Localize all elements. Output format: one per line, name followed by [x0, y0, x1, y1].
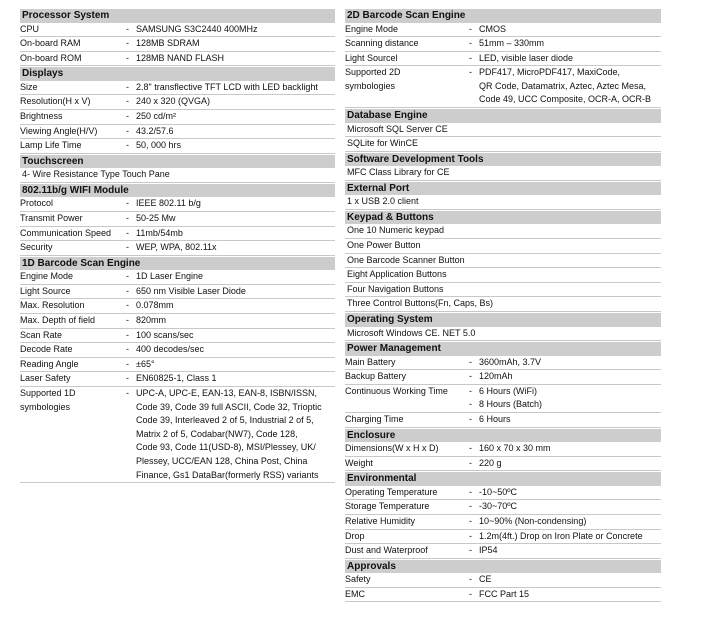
spec-row: Communication Speed - 11mb/54mb: [20, 227, 335, 242]
spec-value: 6 Hours: [479, 413, 511, 424]
spec-value: 10~90% (Non-condensing): [479, 515, 587, 526]
spec-value: 11mb/54mb: [136, 227, 183, 238]
spec-value: 400 decodes/sec: [136, 344, 205, 355]
spec-label: CPU: [20, 23, 40, 34]
spec-row: Weight - 220 g: [345, 457, 661, 472]
touchscreen-text: 4- Wire Resistance Type Touch Pane: [20, 168, 335, 183]
value-line: - 6 Hours (WiFi): [469, 385, 537, 396]
spec-label: Light Source: [20, 285, 71, 296]
spec-value: 128MB NAND FLASH: [136, 52, 225, 63]
spec-label: Engine Mode: [345, 23, 399, 34]
approvals-header: Approvals: [345, 560, 661, 574]
spec-row: Max. Resolution - 0.078mm: [20, 299, 335, 314]
spec-line: Microsoft SQL Server CE: [345, 123, 661, 138]
spec-line: One Barcode Scanner Button: [345, 254, 661, 269]
spec-row: On-board RAM - 128MB SDRAM: [20, 37, 335, 52]
spec-label: EMC: [345, 588, 365, 599]
spec-value: 3600mAh, 3.7V: [479, 356, 542, 367]
spec-label: Dust and Waterproof: [345, 545, 428, 556]
spec-row: Transmit Power - 50-25 Mw: [20, 212, 335, 227]
spec-value: 160 x 70 x 30 mm: [479, 443, 551, 454]
spec-row: Light Sourcel - LED, visible laser diode: [345, 52, 661, 67]
spec-label: On-board ROM: [20, 52, 82, 63]
value-line: Finance, Gs1 DataBar(formerly RSS) variants: [136, 469, 319, 480]
spec-label: Viewing Angle(H/V): [20, 125, 98, 136]
value-line: QR Code, Datamatrix, Aztec, Aztec Mesa,: [479, 80, 647, 91]
spec-label: Laser Safety: [20, 373, 71, 384]
spec-row: Relative Humidity - 10~90% (Non-condensing): [345, 515, 661, 530]
enclosure-header: Enclosure: [345, 429, 661, 443]
displays-header: Displays: [20, 67, 335, 81]
spec-row: EMC - FCC Part 15: [345, 588, 661, 603]
spec-label: Main Battery: [345, 356, 396, 367]
operating-system-header: Operating System: [345, 313, 661, 327]
spec-label: Size: [20, 81, 38, 92]
spec-row: Max. Depth of field - 820mm: [20, 314, 335, 329]
label-line: symbologies: [20, 401, 71, 412]
spec-row: Safety - CE: [345, 573, 661, 588]
spec-label: [20, 387, 126, 414]
spec-value: LED, visible laser diode: [479, 52, 574, 63]
spec-value: 50, 000 hrs: [136, 140, 182, 151]
spec-row-working-time: [345, 385, 661, 413]
spec-label: Reading Angle: [20, 358, 79, 369]
spec-label: Scanning distance: [345, 38, 419, 49]
external-port-header: External Port: [345, 182, 661, 196]
spec-row: Protocol - IEEE 802.11 b/g: [20, 197, 335, 212]
spec-value: 51mm – 330mm: [479, 38, 545, 49]
spec-value: 43.2/57.6: [136, 125, 174, 136]
spec-value: [479, 66, 661, 107]
spec-row: Brightness - 250 cd/m²: [20, 110, 335, 125]
spec-row: Storage Temperature - -30~70ºC: [345, 500, 661, 515]
environmental-header: Environmental: [345, 472, 661, 486]
spec-value: 1.2m(4ft.) Drop on Iron Plate or Concrete: [479, 530, 643, 541]
spec-row: Resolution(H x V) - 240 x 320 (QVGA): [20, 95, 335, 110]
value-line: PDF417, MicroPDF417, MaxiCode,: [479, 67, 621, 78]
value-line: Code 39, Interleaved 2 of 5, Industrial 2 of 5,: [136, 415, 314, 426]
spec-value: 120mAh: [479, 371, 513, 382]
spec-row: Scan Rate - 100 scans/sec: [20, 329, 335, 344]
spec-row: Light Source - 650 nm Visible Laser Diode: [20, 285, 335, 300]
spec-value: -10~50ºC: [479, 486, 518, 497]
touchscreen-header: Touchscreen: [20, 155, 335, 169]
spec-label: Charging Time: [345, 413, 404, 424]
spec-row: Main Battery - 3600mAh, 3.7V: [345, 356, 661, 371]
spec-label: Light Sourcel: [345, 52, 398, 63]
label-line: symbologies: [345, 80, 396, 91]
spec-label: Continuous Working Time: [345, 385, 448, 396]
spec-label: [345, 66, 469, 93]
spec-value: 0.078mm: [136, 300, 174, 311]
spec-label: Protocol: [20, 198, 54, 209]
spec-value: 250 cd/m²: [136, 110, 177, 121]
value-line: Code 49, UCC Composite, OCR-A, OCR-B: [479, 94, 652, 105]
value-line: - 8 Hours (Batch): [469, 399, 543, 410]
spec-row: Dimensions(W x H x D) - 160 x 70 x 30 mm: [345, 442, 661, 457]
spec-label: Lamp Life Time: [20, 140, 82, 151]
spec-row: Operating Temperature - -10~50ºC: [345, 486, 661, 501]
database-engine-header: Database Engine: [345, 109, 661, 123]
spec-value: 650 nm Visible Laser Diode: [136, 285, 246, 296]
spec-row-symbologies-2d: Supported 2D symbologies - PDF417, MicroPDF417, MaxiCode, QR Code, Datamatrix, Aztec, Aztec Mesa, Code 49, UCC Composite, OCR-A, OCR-B: [345, 66, 661, 108]
spec-value: 128MB SDRAM: [136, 38, 200, 49]
spec-line: Four Navigation Buttons: [345, 283, 661, 298]
spec-label: Operating Temperature: [345, 486, 438, 497]
spec-line: Microsoft Windows CE. NET 5.0: [345, 327, 661, 342]
spec-row: Dust and Waterproof - IP54: [345, 544, 661, 559]
spec-row: Scanning distance - 51mm – 330mm: [345, 37, 661, 52]
spec-label: Max. Depth of field: [20, 315, 96, 325]
spec-row: Backup Battery - 120mAh: [345, 370, 661, 385]
label-line: Supported 1D: [20, 387, 76, 398]
spec-label: Max. Resolution: [20, 300, 85, 311]
spec-value: 820mm: [136, 315, 167, 325]
value-line: Matrix 2 of 5, Codabar(NW7), Code 128,: [136, 428, 298, 439]
scan-engine-1d-header: 1D Barcode Scan Engine: [20, 257, 335, 271]
spec-row: Reading Angle - ±65°: [20, 358, 335, 373]
spec-label: Backup Battery: [345, 371, 407, 382]
spec-line: MFC Class Library for CE: [345, 166, 661, 181]
spec-row: Decode Rate - 400 decodes/sec: [20, 343, 335, 358]
spec-value: IEEE 802.11 b/g: [136, 198, 201, 209]
spec-label: Brightness: [20, 110, 63, 121]
processor-system-header: Processor System: [20, 9, 335, 23]
spec-line: One Power Button: [345, 239, 661, 254]
spec-label: Security: [20, 242, 53, 253]
spec-label: Safety: [345, 574, 371, 585]
spec-label: Engine Mode: [20, 271, 74, 282]
spec-value: WEP, WPA, 802.11x: [136, 242, 217, 253]
spec-label: Drop: [345, 530, 365, 541]
spec-value: CMOS: [479, 23, 506, 34]
spec-line: Three Control Buttons(Fn, Caps, Bs): [345, 297, 661, 312]
spec-row: Viewing Angle(H/V) - 43.2/57.6: [20, 125, 335, 140]
spec-value: 1D Laser Engine: [136, 271, 204, 282]
dev-tools-header: Software Development Tools: [345, 153, 661, 167]
right-spec-column: [345, 8, 661, 602]
spec-value: 100 scans/sec: [136, 329, 194, 340]
spec-label: Decode Rate: [20, 344, 73, 355]
spec-value: 220 g: [479, 457, 502, 468]
spec-label: Relative Humidity: [345, 515, 416, 526]
spec-value: 50-25 Mw: [136, 212, 176, 223]
spec-row: On-board ROM - 128MB NAND FLASH: [20, 52, 335, 67]
spec-value: CE: [479, 574, 492, 585]
spec-value: 2.8" transflective TFT LCD with LED backlight: [136, 81, 318, 92]
spec-row: Drop - 1.2m(4ft.) Drop on Iron Plate or Concrete: [345, 530, 661, 545]
spec-label: Dimensions(W x H x D): [345, 443, 439, 454]
spec-label: Weight: [345, 457, 373, 468]
value-line: Plessey, UCC/EAN 128, China Post, China: [136, 455, 308, 466]
spec-row: Laser Safety - EN60825-1, Class 1: [20, 372, 335, 387]
spec-value: ±65°: [136, 358, 155, 369]
spec-row: Lamp Life Time - 50, 000 hrs: [20, 139, 335, 154]
spec-row: CPU - SAMSUNG S3C2440 400MHz: [20, 23, 335, 38]
spec-line: 1 x USB 2.0 client: [345, 195, 661, 210]
spec-value: -30~70ºC: [479, 501, 518, 512]
spec-label: On-board RAM: [20, 38, 81, 49]
spec-row: Charging Time - 6 Hours: [345, 413, 661, 428]
spec-row: Engine Mode - CMOS: [345, 23, 661, 38]
wifi-module-header: 802.11b/g WIFI Module: [20, 184, 335, 198]
value-line: Code 39, Code 39 full ASCII, Code 32, Trioptic: [136, 401, 322, 412]
spec-row-symbologies-1d: Supported 1D symbologies - UPC-A, UPC-E, EAN-13, EAN-8, ISBN/ISSN, Code 39, Code 39 full ASCII, Code 32, Trioptic Code 39, Interleaved 2 of 5, Industrial 2 of 5, Matrix 2 of 5, Codabar(NW7), Code 128, Code 93, Code 11(USD-8), MSI/Plessey, UK/ Plessey, UCC/EAN 128, China Post, China Finance, Gs1 DataBar(formerly RSS) variants: [20, 387, 335, 483]
spec-row: Size - 2.8" transflective TFT LCD with LED backlight: [20, 81, 335, 96]
spec-value: SAMSUNG S3C2440 400MHz: [136, 23, 258, 34]
spec-value: IP54: [479, 545, 498, 556]
left-spec-column: [20, 8, 335, 483]
keypad-buttons-header: Keypad & Buttons: [345, 211, 661, 225]
power-management-header: Power Management: [345, 342, 661, 356]
value-line: Code 93, Code 11(USD-8), MSI/Plessey, UK/: [136, 442, 316, 453]
spec-line: One 10 Numeric keypad: [345, 224, 661, 239]
spec-value: 240 x 320 (QVGA): [136, 96, 211, 107]
spec-label: Resolution(H x V): [20, 96, 91, 107]
spec-value: FCC Part 15: [479, 588, 530, 599]
spec-value: [469, 385, 661, 412]
value-line: UPC-A, UPC-E, EAN-13, EAN-8, ISBN/ISSN,: [136, 387, 318, 398]
spec-value: EN60825-1, Class 1: [136, 373, 217, 384]
label-line: Supported 2D: [345, 67, 401, 78]
spec-label: Storage Temperature: [345, 501, 430, 512]
spec-line: SQLite for WinCE: [345, 137, 661, 152]
spec-row: Security - WEP, WPA, 802.11x: [20, 241, 335, 256]
spec-line: Eight Application Buttons: [345, 268, 661, 283]
spec-label: Communication Speed: [20, 227, 112, 238]
spec-label: Scan Rate: [20, 329, 63, 340]
spec-label: Transmit Power: [20, 212, 83, 223]
scan-engine-2d-header: 2D Barcode Scan Engine: [345, 9, 661, 23]
spec-value: [136, 387, 335, 482]
spec-row: Engine Mode - 1D Laser Engine: [20, 270, 335, 285]
